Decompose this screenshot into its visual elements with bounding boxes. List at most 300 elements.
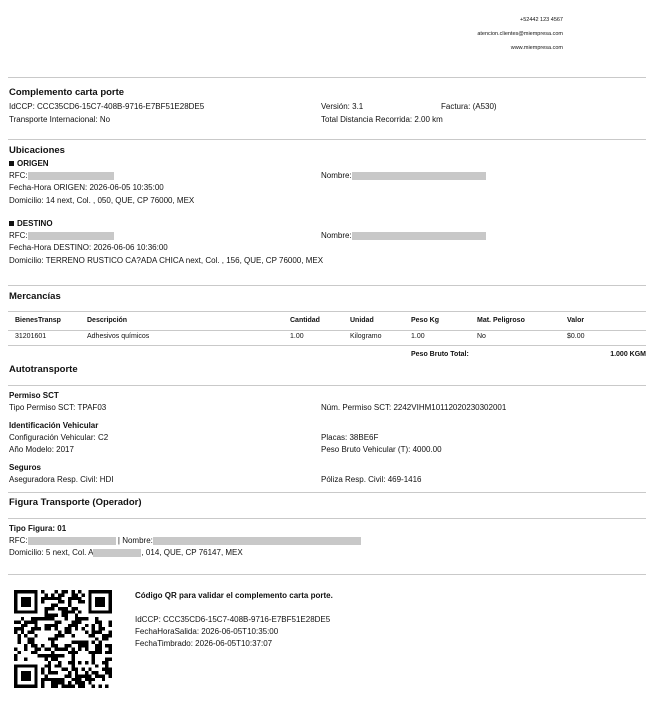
qr-module [109,600,112,603]
qr-module [65,685,68,688]
qr-module [98,674,101,677]
qr-module [38,654,41,657]
qr-module [31,617,34,620]
qr-module [31,664,34,667]
qr-module [71,647,74,650]
qr-module [105,644,108,647]
qr-module [14,668,17,671]
qr-module [65,610,68,613]
qr-module [82,674,85,677]
qr-module [68,597,71,600]
qr-module [31,610,34,613]
qr-module [34,647,37,650]
qr-module [44,627,47,630]
header-email: atencion.clientes@miempresa.com [477,31,563,37]
qr-module [82,617,85,620]
qr-module [78,685,81,688]
qr-module [68,681,71,684]
qr-module [88,604,91,607]
qr-module [78,620,81,623]
qr-module [102,668,105,671]
qr-module [92,641,95,644]
qr-module [61,654,64,657]
qr-module [24,620,27,623]
qr-module [14,654,17,657]
qr-module [55,604,58,607]
divider [8,574,646,575]
qr-module [68,661,71,664]
destino-fecha: Fecha-Hora DESTINO: 2026-06-06 10:36:00 [9,243,168,252]
qr-module [51,641,54,644]
qr-module [41,685,44,688]
qr-module [82,600,85,603]
qr-module [102,674,105,677]
destino-domicilio: Domicilio: TERRENO RUSTICO CA?ADA CHICA next, Col. , 156, QUE, CP 76000, MEX [9,256,324,265]
figura-rfc-nombre [9,536,361,545]
table-cell: No [477,333,486,340]
qr-module [55,664,58,667]
qr-module [65,644,68,647]
qr-module [24,647,27,650]
qr-module [95,671,98,674]
qr-module [61,668,64,671]
qr-module [48,637,51,640]
qr-module [17,651,20,654]
qr-module [75,620,78,623]
qr-module [71,658,74,661]
qr-module [44,597,47,600]
qr-module [34,607,37,610]
qr-module [61,590,64,593]
qr-module [105,658,108,661]
qr-module [105,668,108,671]
qr-module [78,597,81,600]
config-vehicular: Configuración Vehicular: C2 [9,433,109,442]
qr-module [28,631,31,634]
divider [8,139,646,140]
qr-module [24,600,27,603]
qr-module [28,678,31,681]
qr-module [55,620,58,623]
qr-module [82,627,85,630]
qr-module [105,637,108,640]
qr-module [28,620,31,623]
qr-module [92,685,95,688]
qr-module [58,593,61,596]
qr-module [92,654,95,657]
qr-module [55,637,58,640]
qr-module [51,678,54,681]
qr-module [41,597,44,600]
qr-module [51,671,54,674]
qr-module [55,624,58,627]
qr-module [102,604,105,607]
qr-module [34,664,37,667]
complemento-title: Complemento carta porte [9,87,125,98]
qr-module [65,607,68,610]
qr-module [24,685,27,688]
qr-module [58,678,61,681]
qr-module [51,624,54,627]
figura-domicilio-rest: , 014, QUE, CP 76147, MEX [141,548,243,557]
qr-module [78,617,81,620]
qr-module [61,614,64,617]
qr-module [58,654,61,657]
qr-module [34,617,37,620]
complemento-distancia: Total Distancia Recorrida: 2.00 km [321,115,443,124]
origen-fecha: Fecha-Hora ORIGEN: 2026-06-05 10:35:00 [9,183,164,192]
qr-module [95,600,98,603]
divider [8,285,646,286]
qr-module [34,597,37,600]
qr-module [75,668,78,671]
qr-module [48,647,51,650]
qr-module [48,668,51,671]
qr-module [65,631,68,634]
qr-module [95,637,98,640]
qr-module [102,637,105,640]
qr-module [41,668,44,671]
qr-module [24,610,27,613]
aseguradora: Aseguradora Resp. Civil: HDI [9,475,114,484]
qr-module [17,620,20,623]
qr-module [21,674,24,677]
qr-module [58,607,61,610]
qr-module [95,620,98,623]
qr-module [109,610,112,613]
figura-nombre-label: | Nombre: [117,536,153,545]
qr-module [102,590,105,593]
qr-module [75,651,78,654]
qr-module [109,607,112,610]
qr-module [51,617,54,620]
qr-module [71,654,74,657]
qr-module [44,658,47,661]
qr-module [92,610,95,613]
qr-module [41,654,44,657]
qr-module [75,678,78,681]
qr-module [21,617,24,620]
table-cell: 1.00 [411,333,425,340]
qr-module [65,647,68,650]
seguros-title: Seguros [9,463,42,472]
qr-module [95,610,98,613]
placas: Placas: 38BE6F [321,433,379,442]
qr-module [34,671,37,674]
qr-module [55,644,58,647]
col-header: Unidad [350,317,374,324]
qr-module [105,590,108,593]
qr-module [14,678,17,681]
qr-module [58,620,61,623]
qr-module [98,651,101,654]
qr-module [31,651,34,654]
qr-module [14,658,17,661]
qr-module [61,681,64,684]
table-top-border [8,311,646,312]
qr-module [98,685,101,688]
qr-module [88,678,91,681]
col-header: BienesTransp [15,317,61,324]
qr-module [82,593,85,596]
qr-module [109,624,112,627]
qr-module [58,597,61,600]
qr-module [17,685,20,688]
qr-module [75,627,78,630]
destino-label: DESTINO [17,219,53,228]
destino-nombre [321,231,486,240]
qr-module [68,685,71,688]
qr-module [21,610,24,613]
qr-module [92,634,95,637]
qr-module [55,681,58,684]
qr-fecha-salida: FechaHoraSalida: 2026-06-05T10:35:00 [135,627,279,636]
qr-module [68,674,71,677]
qr-module [34,590,37,593]
qr-module [51,593,54,596]
qr-module [51,614,54,617]
qr-module [34,593,37,596]
redacted-nombre [352,232,486,240]
complemento-version: Versión: 3.1 [321,102,364,111]
divider [8,492,646,493]
qr-module [98,604,101,607]
qr-module [109,651,112,654]
qr-module [71,607,74,610]
qr-module [75,671,78,674]
qr-module [55,597,58,600]
table-header-border [8,330,646,331]
qr-module [51,651,54,654]
qr-module [48,597,51,600]
qr-module [24,597,27,600]
qr-module [85,641,88,644]
qr-module [78,647,81,650]
qr-module [14,607,17,610]
qr-module [85,631,88,634]
qr-module [109,668,112,671]
qr-module [28,604,31,607]
poliza: Póliza Resp. Civil: 469-1416 [321,475,422,484]
qr-module [85,644,88,647]
qr-module [85,617,88,620]
qr-module [41,644,44,647]
qr-module [92,661,95,664]
qr-module [14,597,17,600]
table-cell: Adhesivos químicos [87,333,150,340]
qr-module [92,658,95,661]
qr-module [51,685,54,688]
qr-module [51,654,54,657]
qr-module [109,644,112,647]
qr-module [102,610,105,613]
qr-module [95,604,98,607]
qr-module [34,681,37,684]
redacted-rfc [28,537,116,545]
qr-module [41,671,44,674]
qr-module [71,664,74,667]
qr-module [21,600,24,603]
filled-square-icon [9,221,14,226]
qr-module [82,668,85,671]
qr-module [38,617,41,620]
qr-module [71,641,74,644]
qr-module [14,610,17,613]
qr-module [58,647,61,650]
qr-module [98,624,101,627]
qr-module [92,590,95,593]
qr-module [31,620,34,623]
divider [8,518,646,519]
qr-module [58,664,61,667]
qr-module [21,627,24,630]
qr-module [21,631,24,634]
redacted-nombre [352,172,486,180]
qr-module [28,685,31,688]
qr-module [58,661,61,664]
qr-module [95,631,98,634]
qr-module [75,597,78,600]
qr-module [14,604,17,607]
header-web: www.miempresa.com [510,45,563,51]
divider [8,77,646,78]
qr-module [92,651,95,654]
qr-module [48,678,51,681]
qr-title: Código QR para validar el complemento carta porte. [135,591,333,600]
qr-module [34,651,37,654]
qr-module [92,627,95,630]
qr-module [61,634,64,637]
qr-module [109,604,112,607]
origen-heading [9,159,49,168]
qr-module [71,678,74,681]
qr-module [28,637,31,640]
redacted-rfc [28,232,114,240]
qr-module [95,674,98,677]
table-cell: 31201601 [15,333,47,340]
qr-module [85,624,88,627]
origen-nombre-label: Nombre: [321,171,352,180]
qr-module [44,674,47,677]
qr-module [78,590,81,593]
qr-module [98,631,101,634]
autotransporte-title: Autotransporte [9,364,78,375]
qr-module [24,604,27,607]
qr-module [88,668,91,671]
qr-module [31,685,34,688]
qr-module [34,674,37,677]
qr-module [65,627,68,630]
header-phone: +52442 123 4567 [520,17,563,23]
qr-module [28,590,31,593]
qr-module [109,593,112,596]
qr-module [88,681,91,684]
qr-module [51,681,54,684]
qr-module [44,664,47,667]
qr-module [24,590,27,593]
col-header: Valor [567,317,585,324]
qr-module [17,641,20,644]
qr-module [44,593,47,596]
qr-module [38,647,41,650]
qr-module [85,647,88,650]
figura-rfc-label: RFC: [9,536,28,545]
qr-module [109,674,112,677]
qr-module [65,590,68,593]
qr-module [31,637,34,640]
qr-module [17,664,20,667]
qr-module [68,610,71,613]
qr-module [14,620,17,623]
qr-module [109,590,112,593]
qr-module [75,641,78,644]
qr-module [71,668,74,671]
qr-module [44,617,47,620]
qr-module [75,681,78,684]
qr-module [24,664,27,667]
qr-module [44,614,47,617]
qr-module [71,685,74,688]
qr-module [78,600,81,603]
qr-module [51,607,54,610]
qr-module [21,604,24,607]
qr-module [75,593,78,596]
qr-module [61,685,64,688]
qr-module [58,681,61,684]
complemento-factura: Factura: (A530) [441,102,497,111]
peso-vehicular: Peso Bruto Vehicular (T): 4000.00 [321,445,442,454]
qr-module [48,617,51,620]
qr-module [88,607,91,610]
qr-module [55,634,58,637]
qr-module [88,597,91,600]
qr-module [102,600,105,603]
qr-module [55,590,58,593]
qr-module [55,614,58,617]
qr-module [109,597,112,600]
qr-module [105,610,108,613]
qr-module [51,597,54,600]
qr-module [85,678,88,681]
qr-module [71,620,74,623]
qr-module [14,671,17,674]
qr-module [65,617,68,620]
qr-module [78,674,81,677]
ubicaciones-title: Ubicaciones [9,145,65,156]
qr-module [48,664,51,667]
qr-module [14,685,17,688]
qr-module [48,614,51,617]
qr-module [48,607,51,610]
qr-module [41,678,44,681]
qr-module [24,678,27,681]
qr-module [65,674,68,677]
qr-module [98,610,101,613]
qr-module [71,634,74,637]
peso-bruto-label: Peso Bruto Total: [411,351,469,358]
qr-module [82,681,85,684]
redacted-nombre [153,537,361,545]
qr-module [58,631,61,634]
qr-module [28,600,31,603]
qr-module [105,651,108,654]
col-header: Cantidad [290,317,320,324]
table-cell: $0.00 [567,333,585,340]
qr-module [17,637,20,640]
qr-module [109,671,112,674]
qr-module [61,607,64,610]
qr-module [17,610,20,613]
